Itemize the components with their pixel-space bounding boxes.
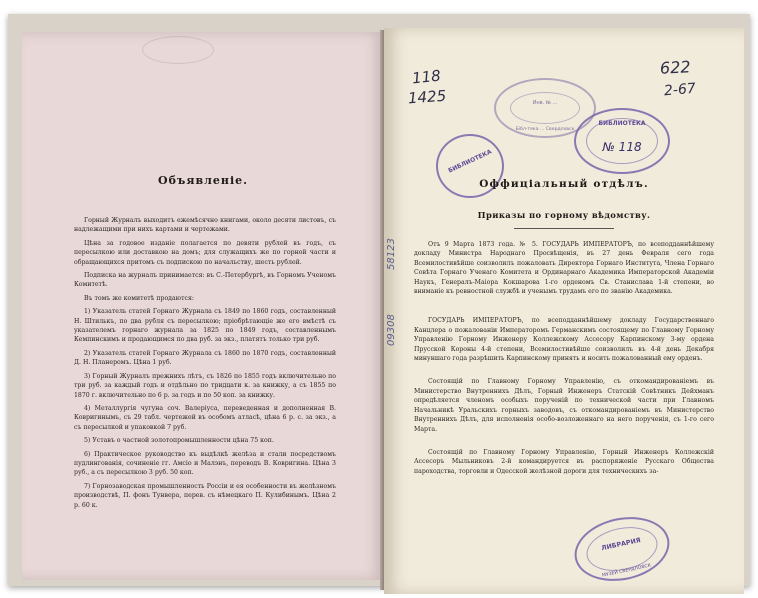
handwritten-number: 2-67 (663, 80, 697, 100)
order-paragraph: Состоящій по Главному Горному Управленію, съ откомандированіемъ въ Министерство Внутреннихъ Дѣлъ, Горный Инженеръ Статскій Совѣтникъ Дейхманъ опредѣляется членомъ особыхъ порученій по технической части при Главномъ Начальникѣ Уральскихъ горныхъ заводовъ, съ откомандированіемъ въ Министерство Внутреннихъ Дѣлъ, для исполненія особо-возложеннаго на него порученія, съ 1-го сего Марта. (414, 378, 714, 433)
announcement-paragraph: Подписка на журналъ принимается: въ С.-Петербургѣ, въ Горномъ Ученомъ Комитетѣ. (74, 272, 336, 289)
stamp-number: № 118 (602, 140, 642, 154)
announcement-item: 6) Практическое руководство къ выдѣлкѣ желѣза и стали посредствомъ пудлингованія, сочиненіе гг. Амсіо и Малэнъ, переводъ В. Ковригина. Цѣна 3 руб., а съ пересылкою 3 руб. 50 коп. (74, 450, 336, 477)
order-paragraph: Отъ 9 Марта 1873 года. № 5. ГОСУДАРЬ ИМПЕРАТОРЪ, по всеподданнѣйшему докладу Министра Народнаго Просвѣщенія, въ 27 день Февраля сего года Всемилостивѣйше соизволилъ пожаловать Директора Горнаго Института, Члена Горнаго Совѣта Горнаго Ученаго Комитета и Ординарнаго Академика Императорской Академіи Наукъ, Генералъ-Маіора Кокшарова 1-го орденомъ Св. Станислава 1-й степени, во вниманіе къ ревностной службѣ и ученымъ трудамъ его по званію Академика. (414, 241, 714, 296)
stamp-text: Инв. № ... (532, 100, 558, 106)
right-page (384, 28, 744, 594)
announcement-item: 5) Уставъ о частной золотопромышленности цѣна 75 коп. (84, 437, 274, 445)
announcement-item: 1) Указатель статей Горнаго Журнала съ 1849 по 1860 годъ, составленный Н. Штилькъ, по два рубля съ пересылкою; пріобрѣтающіе же его вмѣстѣ съ указателемъ горнаго журнала за 1825 по 1849 годъ, составленнымъ Кемпинскимъ и продающимся по два руб. за экз., платятъ только три руб. (74, 308, 336, 344)
announcement-item: 7) Горнозаводская промышленность Россіи и ея особенности въ желѣзномъ производствѣ, П. фонъ Тунвера, перев. съ нѣмецкаго П. Кулибинымъ. Цѣна 2 р. 60 к. (74, 482, 336, 509)
divider (514, 228, 614, 229)
stamp-inner-ring (510, 92, 580, 124)
library-stamp (569, 509, 676, 590)
section-subtitle: Приказы по горному вѣдомству. (477, 210, 651, 220)
announcement-paragraph: Въ томъ же комитетѣ продаются: (84, 294, 194, 302)
stamp-text: БИБЛИОТЕКА (447, 148, 493, 175)
order-paragraph: ГОСУДАРЬ ИМПЕРАТОРЪ, по всеподданнѣйшему докладу Государственнаго Канцлера о пожалованіи Императоромъ Германскимъ состоящему по Главному Горному Управленію Горному Инженеру Коллежскому Ассесору Карпинскому 3-му ордена Прусской Короны 4-й степени, Всемилостивѣйше соизволилъ въ 4-й день Декабря минувшаго года разрѣшить Карпинскому принять и носить пожалованный ему орденъ. (414, 317, 714, 363)
margin-number: 09308 (386, 314, 397, 346)
announcement-paragraph: Цѣна за годовое изданіе полагается по девяти рублей въ годъ, съ пересылкою или доставкою на домъ; для служащихъ же по горной части и обращающихся притомъ съ подпискою по начальству, шесть рублей. (74, 239, 336, 266)
order-paragraph: Состоящій по Главному Горному Управленію, Горный Инженеръ Коллежскій Ассесоръ Мыльниковъ 2-й командируется въ распоряженіе Русскаго Общества пароходства, торговли и Одесской желѣзной дороги для техническихъ за- (414, 448, 714, 475)
stamp-text: МУЗЕЙ СВЕРДЛОВСК (601, 563, 652, 579)
faded-stamp (142, 36, 214, 64)
stamp-text: БИБЛИОТЕКА (598, 120, 646, 127)
stamp-text: ЛИБРАРИЯ (600, 536, 642, 553)
handwritten-number: 118 (411, 66, 442, 88)
announcement-title: Объявленіе. (158, 174, 248, 187)
stamp-text: Бiбл-тека ... Свердловск (515, 127, 575, 132)
library-stamp (574, 108, 670, 174)
announcement-item: 3) Горный Журналъ прежнихъ лѣтъ, съ 1826 по 1855 годъ включительно по три руб. за каждый годъ и отдѣльно по тридцати к. за книжку, а съ 1855 по 1870 г. включительно по 6 р. за годъ и по 50 коп. за книжку. (74, 372, 336, 399)
announcement-paragraph: Горный Журналъ выходитъ ежемѣсячно книгами, около десяти листовъ, съ надлежащими при нихъ картами и чертежами. (74, 217, 336, 234)
announcement-item: 2) Указатель статей Горнаго Журнала съ 1860 по 1870 годъ, составленный Д. Н. Планеромъ. Цѣна 1 руб. (74, 349, 336, 367)
open-book (8, 14, 750, 586)
orders-body (414, 240, 714, 490)
handwritten-number: 1425 (407, 86, 447, 108)
section-title: Оффиціальный отдѣлъ. (479, 178, 649, 190)
announcement-item: 4) Металлургія чугуна соч. Валерiуса, переведенная и дополненная В. Ковригинымъ, съ 29 табл. чертежей въ особомъ атласѣ, цѣна 6 р. с. за экз., а съ пересылкой и упаковкой 7 руб. (74, 404, 336, 431)
handwritten-number: 622 (659, 57, 692, 78)
announcement-body (74, 216, 336, 514)
margin-number: 58123 (386, 238, 397, 270)
left-page (22, 32, 384, 580)
